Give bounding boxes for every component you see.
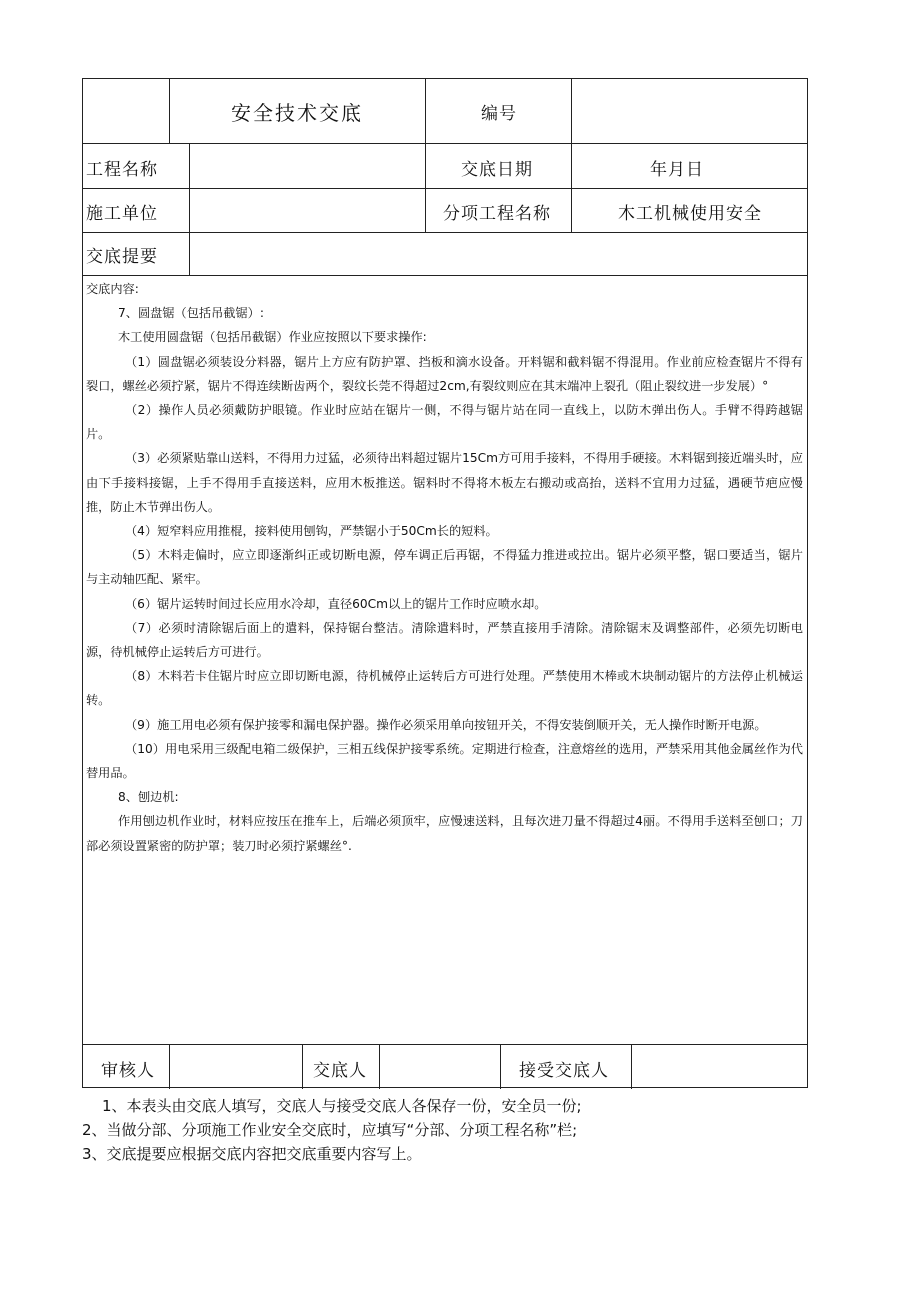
disclosure-content (83, 277, 807, 858)
col-divider (425, 79, 426, 232)
content-paragraph: 7、圆盘锯（包括吊截锯）: (118, 306, 264, 321)
content-paragraph: （10）用电采用三级配电箱二级保护，三相五线保护接零系统。定期进行检查，注意熔丝的选用，严禁采用其他金属丝作为代替用品。 (86, 741, 803, 781)
content-paragraph: 木工使用圆盘锯（包括吊截锯）作业应按照以下要求操作: (118, 330, 427, 345)
disclosure-date-label: 交底日期 (461, 160, 533, 180)
note-item: 3、交底提要应根据交底内容把交底重要内容写上。 (82, 1145, 422, 1163)
col-divider (169, 79, 170, 143)
subproject-name-label: 分项工程名称 (443, 204, 551, 224)
content-paragraph: （5）木料走偏时，应立即逐渐纠正或切断电源，停车调正后再锯，不得猛力推进或拉出。锯片必须平整，锯口要适当，锯片与主动轴匹配、紧牢。 (86, 548, 803, 587)
row-divider (83, 232, 807, 233)
content-paragraph: 8、刨边机: (118, 790, 179, 805)
form-title: 安全技术交底 (231, 101, 363, 125)
col-divider (302, 1044, 303, 1089)
receiver-label: 接受交底人 (519, 1061, 609, 1081)
content-paragraph: （4）短窄料应用推棍，接料使用刨钩，严禁锯小于50Cm长的短料。 (125, 524, 498, 539)
discloser-field[interactable] (385, 1056, 493, 1080)
reviewer-label: 审核人 (101, 1061, 155, 1081)
content-paragraph: （8）木料若卡住锯片时应立即切断电源，待机械停止运转后方可进行处理。严禁使用木棒或木块制动锯片的方法停止机械运转。 (86, 669, 803, 708)
receiver-field[interactable] (637, 1056, 801, 1080)
discloser-label: 交底人 (313, 1061, 367, 1081)
col-divider (169, 1044, 170, 1089)
row-divider (83, 1044, 807, 1045)
content-heading: 交底内容: (86, 282, 139, 296)
note-item: 1、本表头由交底人填写，交底人与接受交底人各保存一份，安全员一份; (102, 1097, 582, 1115)
number-field[interactable] (579, 99, 799, 123)
disclosure-date-field[interactable]: 年月日 (650, 160, 704, 180)
content-paragraph: （6）锯片运转时间过长应用水冷却，直径60Cm以上的锯片工作时应喷水却。 (125, 596, 547, 611)
col-divider (189, 143, 190, 275)
col-divider (379, 1044, 380, 1089)
content-paragraph: （2）操作人员必须戴防护眼镜。作业时应站在锯片一侧，不得与锯片站在同一直线上，以防木弹出伤人。手臂不得跨越锯片。 (86, 403, 803, 442)
col-divider (500, 1044, 501, 1089)
number-label: 编号 (481, 104, 517, 124)
content-paragraph: （1）圆盘锯必须装设分料器，锯片上方应有防护罩、挡板和滴水设备。开料锯和截料锯不得混用。作业前应检查锯片不得有裂口，螺丝必须拧紧，锯片不得连续断齿两个，裂纹长莞不得超过2cm,有裂纹则应在其末端冲上裂孔（阻止裂纹进一步发展）° (86, 354, 803, 393)
form-notes (82, 1094, 822, 1166)
note-item: 2、当做分部、分项施工作业安全交底时，应填写“分部、分项工程名称”栏; (82, 1121, 578, 1139)
content-paragraph: 作用刨边机作业时，材料应按压在推车上，后端必须顶牢，应慢速送料，且每次进刀量不得超过4丽。不得用手送料至刨口；刀部必须设置紧密的防护罩；装刀时必须拧紧螺丝°. (86, 814, 803, 853)
row-divider (83, 188, 807, 189)
col-divider (631, 1044, 632, 1089)
reviewer-field[interactable] (175, 1056, 295, 1080)
subproject-name-field[interactable]: 木工机械使用安全 (618, 204, 762, 224)
content-paragraph: （9）施工用电必须有保护接零和漏电保护器。操作必须采用单向按钮开关，不得安装倒顺开关，无人操作时断开电源。 (125, 717, 767, 732)
disclosure-summary-field[interactable] (195, 242, 795, 266)
content-paragraph: （7）必须时清除锯后面上的遣料，保持锯台整洁。清除遣料时，严禁直接用手清除。清除锯末及调整部件，必须先切断电源，待机械停止运转后方可进行。 (86, 620, 803, 660)
construction-unit-field[interactable] (195, 199, 415, 223)
project-name-label: 工程名称 (86, 160, 158, 180)
disclosure-form (82, 78, 808, 1088)
disclosure-summary-label: 交底提要 (86, 247, 158, 267)
row-divider (83, 143, 807, 144)
construction-unit-label: 施工单位 (86, 204, 158, 224)
content-paragraph: （3）必须紧贴靠山送料，不得用力过猛，必须待出料超过锯片15Cm方可用手接料，不得用手硬接。木料锯到接近端头时，应由下手接料接锯，上手不得用手直接送料，应用木板推送。锯料时不得将木板左右搬动或高抬，送料不宜用力过猛，遇硬节疤应慢推，防止木节弹出伤人。 (86, 451, 803, 514)
row-divider (83, 275, 807, 276)
project-name-field[interactable] (195, 155, 415, 179)
col-divider (571, 79, 572, 232)
